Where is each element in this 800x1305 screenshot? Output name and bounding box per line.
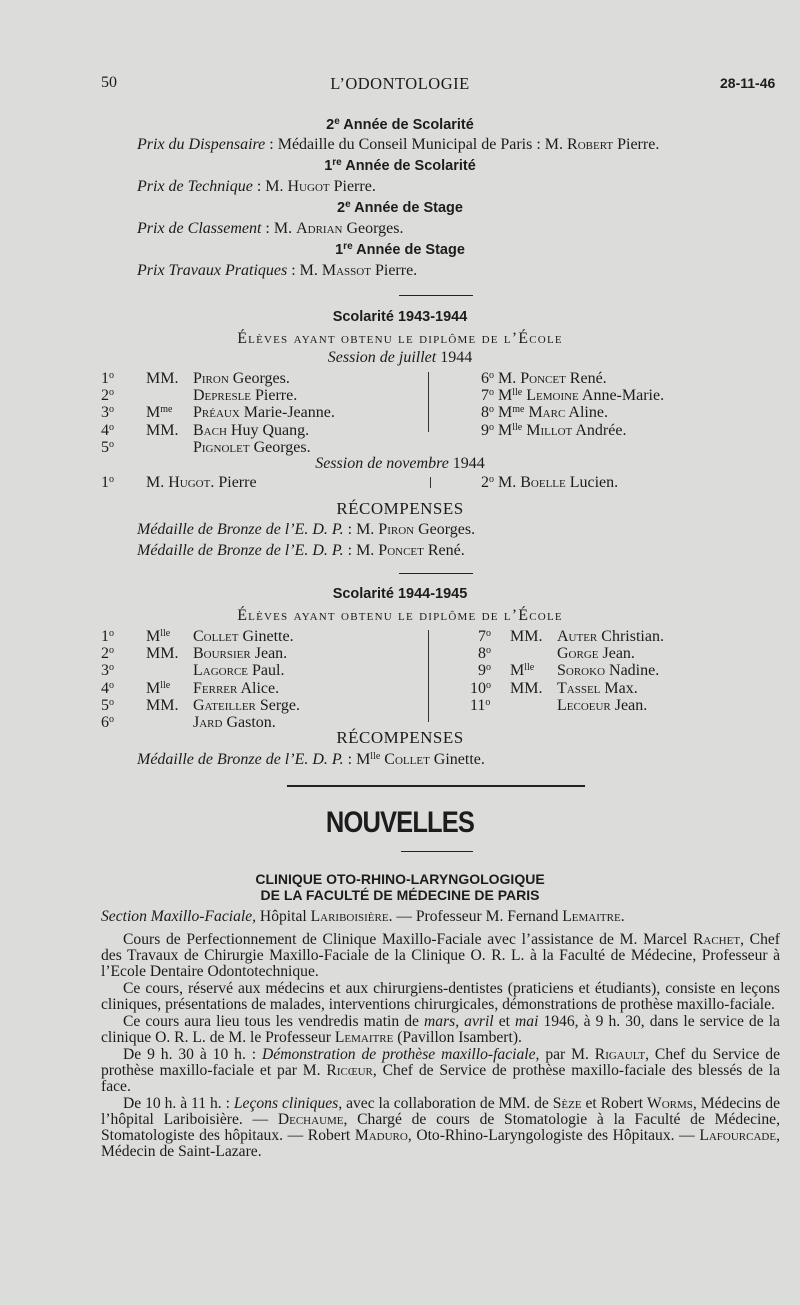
heading-2e-annee-stage: 2e Année de Stage (337, 199, 463, 216)
heading-1re-annee-stage: 1re Année de Stage (335, 241, 465, 258)
list-item: 3$^o$ $M^{me}$ Préaux Marie-Jeanne. (101, 404, 335, 422)
list-item: 1$^o$ $M^{lle}$ Collet Ginette. (101, 628, 294, 645)
divider (399, 295, 473, 296)
list-item: 10$^o$ MM. Tassel Max. (470, 679, 638, 697)
clinic-title-line1: CLINIQUE OTO-RHINO-LARYNGOLOGIQUE (255, 871, 545, 887)
list-1945-left (101, 628, 300, 731)
paragraph: Ce cours aura lieu tous les vendredis matin de mars, avril et mai 1946, à 9 h. 30, dans le service de la clinique O. R. L. de M. le Professeur Lemaitre (Pavillon Isambert). (101, 1013, 780, 1046)
section-line: Section Maxillo-Faciale, Hôpital Lariboisière. — Professeur M. Fernand Lemaitre. (101, 908, 625, 925)
list-item: 9$^o$ $M^{lle}$ Soroko Nadine. (470, 662, 660, 680)
divider (399, 573, 473, 574)
july-list-left (101, 370, 335, 456)
nov-list-left: 1$^o$ M. Hugot. Pierre (101, 474, 257, 491)
section-title-1944: Scolarité 1943-1944 (332, 309, 468, 325)
session-november: Session de novembre 1944 (315, 455, 485, 472)
clinic-title-line2: DE LA FACULTÉ DE MÉDECINE DE PARIS (260, 887, 540, 903)
issue-date: 28-11-46 (720, 75, 776, 91)
prize-line-classement: Prix de Classement : M. Adrian Georges. (137, 220, 404, 237)
news-title-wrap (0, 806, 800, 840)
column-divider (430, 477, 431, 488)
divider (401, 851, 473, 852)
list-item: 5$^o$ Pignolet Georges. (101, 438, 311, 456)
list-item: 9$^o$ $M^{lle}$ Millot Andrée. (481, 421, 627, 439)
nov-list-right: 2$^o$ M. Boelle Lucien. (481, 474, 619, 491)
list-item: 8$^o$ $M^{me}$ Marc Aline. (481, 404, 608, 422)
reward-line: Médaille de Bronze de l’E. D. P. : M. Poncet René. (137, 542, 465, 559)
list-item: 7$^o$ $M^{lle}$ Lemoine Anne-Marie. (481, 387, 665, 405)
list-item: 6$^o$ Jard Gaston. (101, 714, 276, 732)
reward-line: Médaille de Bronze de l’E. D. P. : $M^{lle}$ Collet Ginette. (137, 751, 485, 768)
list-item: 4$^o$ $M^{lle}$ Ferrer Alice. (101, 679, 280, 697)
news-title: NOUVELLES (325, 806, 475, 839)
column-divider (428, 630, 429, 722)
section-subtitle-1945: Élèves ayant obtenu le diplôme de l’École (237, 607, 563, 624)
paragraph: De 10 h. à 11 h. : Leçons cliniques, avec la collaboration de MM. de Sèze et Robert Worms, Médecins de l’hôpital Lariboisière. — Dechaume, Chargé de cours de Stomatologie à la Faculté de Médecine, Stomatologiste des hôpitaux. — Robert Maduro, Oto-Rhino-Laryngologiste des Hôpitaux. — Lafourcade, Médecin de Saint-Lazare. (101, 1095, 781, 1160)
paragraph: Cours de Perfectionnement de Clinique Maxillo-Faciale avec l’assistance de M. Marcel Rachet, Chef des Travaux de Chirurgie Maxillo-Faciale de la Clinique O. R. L. à la Faculté de Médecine, Professeur à l’Ecole Dentaire Odontotechnique. (101, 931, 780, 980)
paragraph: Ce cours, réservé aux médecins et aux chirurgiens-dentistes (praticiens et étudiants), consiste en leçons cliniques, présentations de malades, interventions chirurgicales, démonstrations de prothèse maxillo-faciale. (101, 980, 780, 1013)
list-item: 7$^o$ MM. Auter Christian. (470, 628, 664, 645)
list-item: 1$^o$ MM. Piron Georges. (101, 370, 290, 387)
prize-line-technique: Prix de Technique : M. Hugot Pierre. (137, 178, 376, 195)
list-item: 11$^o$ Lecoeur Jean. (470, 696, 648, 714)
session-july: Session de juillet 1944 (327, 349, 473, 366)
journal-title: L’ODONTOLOGIE (330, 74, 470, 93)
page-number: 50 (101, 74, 117, 91)
heading-1re-annee-scolarite: 1re Année de Scolarité (324, 157, 476, 174)
section-subtitle-1944: Élèves ayant obtenu le diplôme de l’École (237, 330, 563, 347)
list-item: 5$^o$ MM. Gateiller Serge. (101, 696, 301, 714)
list-1945-right (470, 628, 664, 714)
paragraph: De 9 h. 30 à 10 h. : Démonstration de prothèse maxillo-faciale, par M. Rigault, Chef du Service de prothèse maxillo-faciale et par M. Ricœur, Chef de Service de prothèse maxillo-faciale des blessés de la face. (101, 1046, 781, 1095)
column-divider (428, 372, 429, 432)
section-divider (287, 785, 585, 787)
heading-2e-annee-scolarite: 2e Année de Scolarité (326, 116, 474, 133)
list-item: 3$^o$ Lagorce Paul. (101, 662, 285, 680)
july-list-right (481, 370, 664, 439)
rewards-heading-1944: RÉCOMPENSES (336, 499, 464, 518)
prize-line-dispensaire: Prix du Dispensaire : Médaille du Conseil Municipal de Paris : M. Robert Pierre. (137, 136, 660, 153)
list-item: 2$^o$ Depresle Pierre. (101, 387, 298, 405)
list-item: 4$^o$ MM. Bach Huy Quang. (101, 421, 310, 439)
list-item: 8$^o$ Gorge Jean. (470, 645, 635, 663)
rewards-heading-1945: RÉCOMPENSES (336, 728, 464, 747)
section-title-1945: Scolarité 1944-1945 (332, 586, 468, 602)
list-item: 6$^o$ M. Poncet René. (481, 370, 607, 387)
list-item: 2$^o$ MM. Boursier Jean. (101, 645, 288, 663)
news-body (101, 932, 780, 1160)
reward-line: Médaille de Bronze de l’E. D. P. : M. Piron Georges. (137, 521, 476, 538)
prize-line-travaux: Prix Travaux Pratiques : M. Massot Pierre. (137, 262, 418, 279)
